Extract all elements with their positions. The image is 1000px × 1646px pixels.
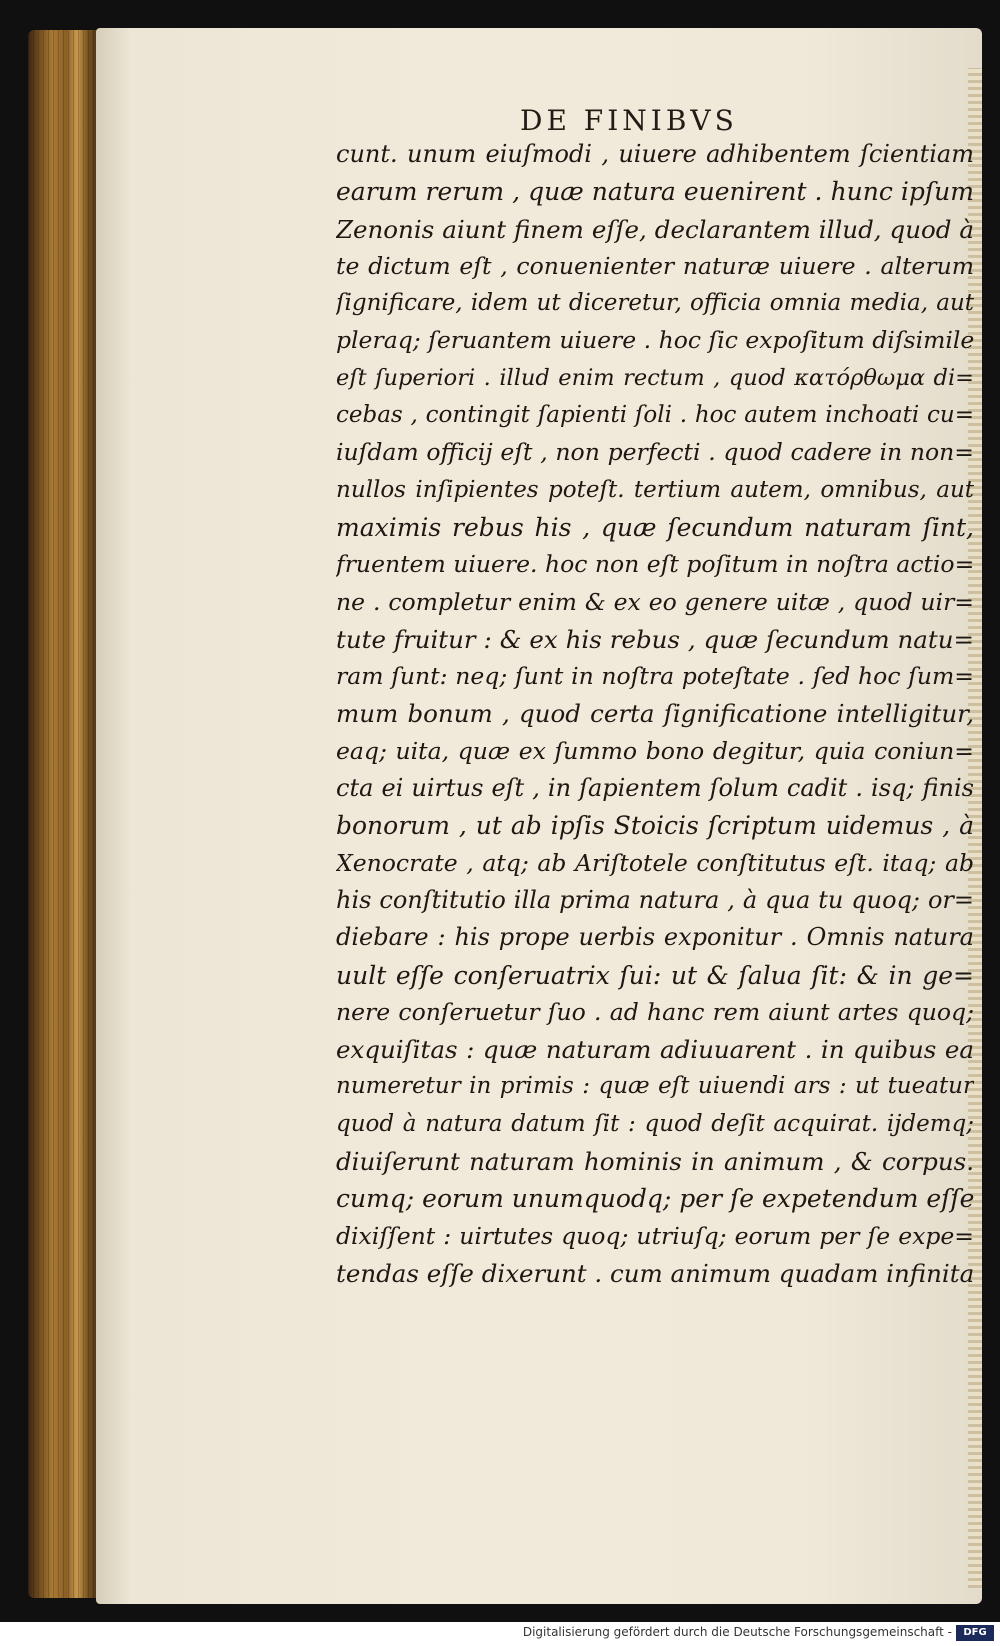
text-line: diebare : his prope uerbis exponitur . Omnis natura (336, 923, 974, 952)
text-line: eſt ſuperiori . illud enim rectum , quod κατόρθωμα di= (336, 364, 974, 391)
text-line: cunt. unum eiuſmodi , uiuere adhibentem ſcientiam (336, 140, 974, 168)
text-line: iuſdam officij eſt , non perfecti . quod cadere in non= (336, 438, 974, 467)
body-text (336, 136, 986, 1292)
text-line: tendas eſſe dixerunt . cum animum quadam infinita (336, 1258, 974, 1288)
running-head: DE FINIBVS (520, 104, 738, 137)
text-line: ſignificare, idem ut diceretur, officia omnia media, aut (336, 290, 974, 317)
digitization-footer (0, 1622, 1000, 1646)
text-line: Zenonis aiunt finem eſſe, declarantem illud, quod à (336, 214, 974, 244)
text-line: quod à natura datum ſit : quod deſit acquirat. ijdemq; (336, 1110, 974, 1137)
text-line: pleraq; ſeruantem uiuere . hoc ſic expoſitum diſsimile (336, 326, 974, 355)
text-line: eaq; uita, quæ ex ſummo bono degitur, quia coniun= (336, 736, 974, 765)
text-line: his conſtitutio illa prima natura , à qua tu quoq; or= (336, 885, 974, 914)
text-line: mum bonum , quod certa ſignificatione intelligitur, (336, 699, 974, 729)
text-line: ram ſunt: neq; ſunt in noſtra poteſtate . ſed hoc ſum= (336, 662, 974, 691)
text-line: maximis rebus his , quæ ſecundum naturam ſint, (336, 512, 974, 542)
text-line: nere conſeruetur ſuo . ad hanc rem aiunt artes quoq; (336, 997, 974, 1026)
text-line: numeretur in primis : quæ eſt uiuendi ars : ut tueatur (336, 1073, 974, 1100)
text-line: uult eſſe conſeruatrix ſui: ut & ſalua ſit: & in ge= (336, 960, 974, 990)
text-line: Xenocrate , atq; ab Ariſtotele conſtitutus eſt. itaq; ab (336, 848, 974, 877)
funding-credit: Digitalisierung gefördert durch die Deutsche Forschungsgemeinschaft - (522, 1625, 952, 1639)
text-line: exquiſitas : quæ naturam adiuuarent . in quibus ea (336, 1035, 974, 1065)
text-line: cumq; eorum unumquodq; per ſe expetendum eſſe (336, 1184, 974, 1214)
text-line: cebas , contingit ſapienti ſoli . hoc autem inchoati cu= (336, 402, 974, 429)
text-line: fruentem uiuere. hoc non eſt poſitum in noſtra actio= (336, 550, 974, 579)
text-line: dixiſſent : uirtutes quoq; utriuſq; eorum per ſe expe= (336, 1221, 974, 1250)
text-line: te dictum eſt , conuenienter naturæ uiuere . alterum (336, 251, 974, 280)
text-line: ne . completur enim & ex eo genere uitæ , quod uir= (336, 587, 974, 616)
text-line: bonorum , ut ab ipſis Stoicis ſcriptum uidemus , à (336, 811, 974, 841)
gilded-book-edge (28, 30, 98, 1598)
text-line: tute fruitur : & ex his rebus , quæ ſecundum natu= (336, 624, 974, 654)
text-line: cta ei uirtus eſt , in ſapientem ſolum cadit . isq; finis (336, 774, 974, 803)
text-line: diuiſerunt naturam hominis in animum , & corpus. (336, 1147, 974, 1177)
dfg-logo: DFG (956, 1625, 994, 1641)
text-line: earum rerum , quæ natura euenirent . hunc ipſum (336, 177, 974, 207)
text-line: nullos inſipientes poteſt. tertium autem, omnibus, aut (336, 476, 974, 503)
